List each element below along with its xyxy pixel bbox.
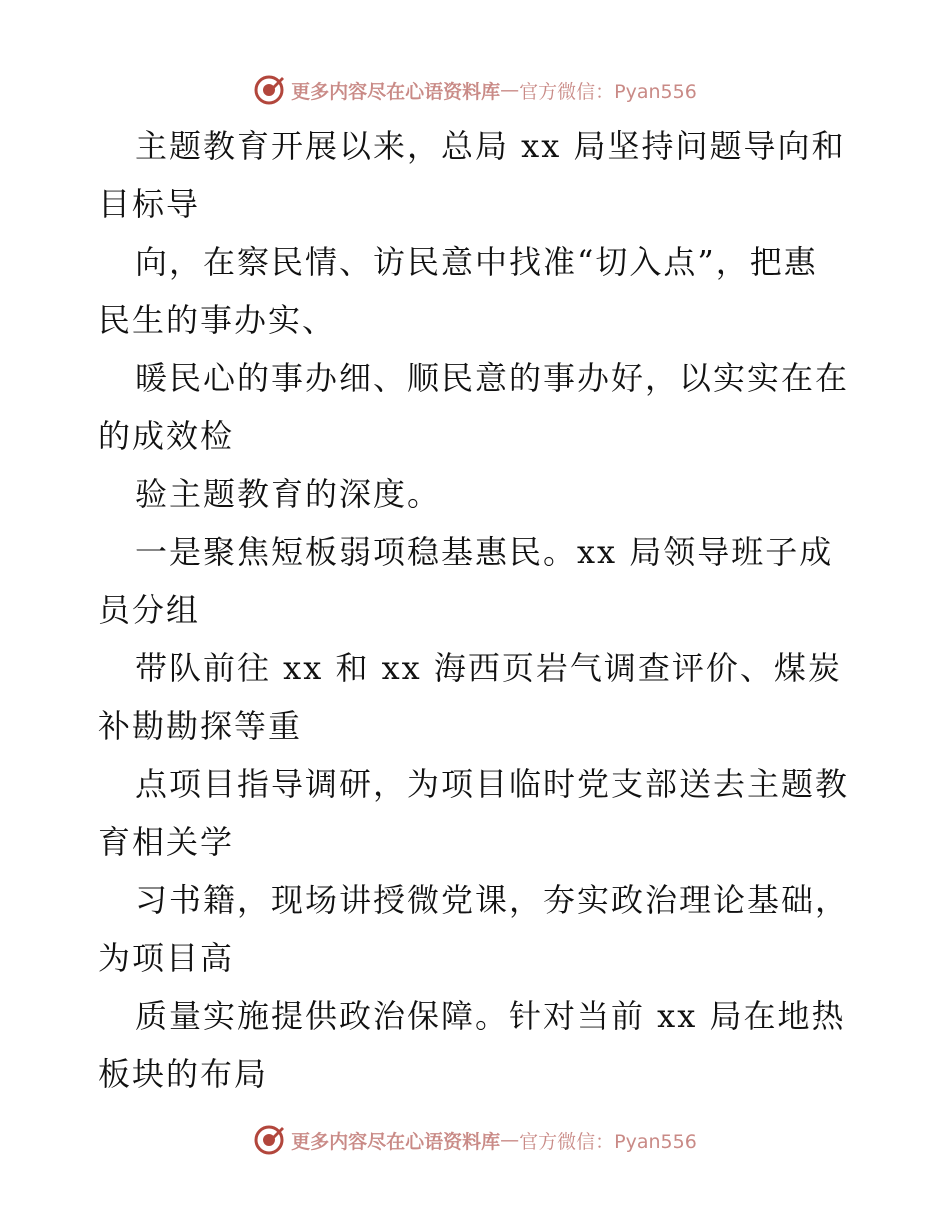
pen-logo-icon [253,74,285,106]
watermark-dash: — [500,79,520,101]
watermark-contact: 官方微信：Pyan556 [519,80,697,103]
text-line: 一是聚焦短板弱项稳基惠民。xx 局领导班子成 [135,533,834,571]
text-line: 板块的布局 [98,1055,269,1093]
watermark-text: 更多内容尽在心语资料库 [291,1130,501,1153]
text-line: 验主题教育的深度。 [135,475,442,513]
pen-logo-icon [253,1124,285,1156]
text-line: 民生的事办实、 [98,301,337,339]
text-line: 暖民心的事办细、顺民意的事办好，以实实在在 [135,359,850,397]
footer-watermark [0,1120,950,1160]
text-line: 点项目指导调研，为项目临时党支部送去主题教 [135,765,850,803]
watermark-text: 更多内容尽在心语资料库 [291,80,501,103]
watermark-contact: 官方微信：Pyan556 [519,1130,697,1153]
document-body [98,117,858,1103]
text-line: 目标导 [98,185,201,223]
text-line: 主题教育开展以来，总局 xx 局坚持问题导向和 [135,127,846,165]
text-line: 的成效检 [98,417,235,455]
text-line: 质量实施提供政治保障。针对当前 xx 局在地热 [135,997,846,1035]
text-line: 为项目高 [98,939,235,977]
watermark-dash: — [500,1129,520,1151]
text-line: 带队前往 xx 和 xx 海西页岩气调查评价、煤炭 [135,649,842,687]
text-line: 补勘勘探等重 [98,707,303,745]
text-line: 向，在察民情、访民意中找准“切入点”，把惠 [135,243,818,281]
text-line: 育相关学 [98,823,235,861]
header-watermark [0,70,950,110]
text-line: 员分组 [98,591,201,629]
text-line: 习书籍，现场讲授微党课，夯实政治理论基础， [135,881,850,919]
